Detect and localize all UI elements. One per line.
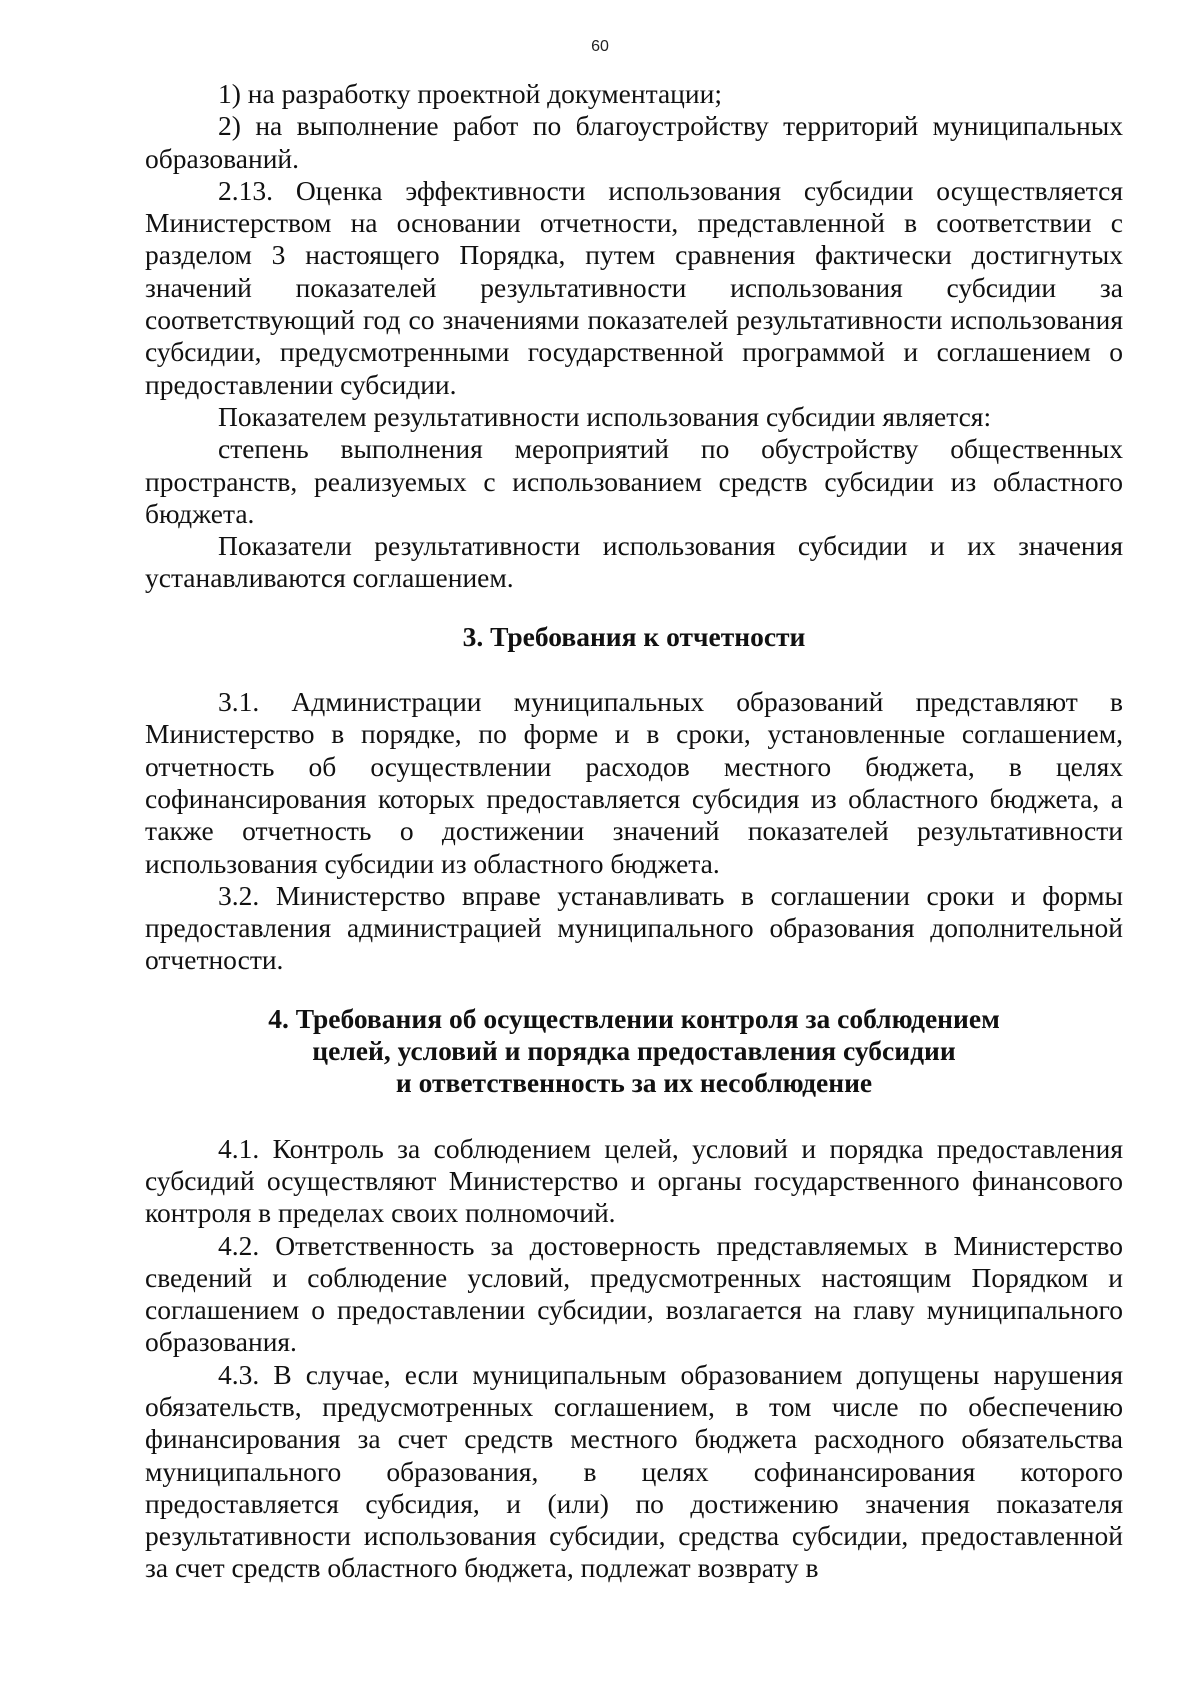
paragraph-3-1: 3.1. Администрации муниципальных образований представляют в Министерство в порядке, по форме и в сроки, установленные соглашением, отчетность об осуществлении расходов местного бюджета, в целях софинансирования которых предоставляется субсидия из областного бюджета, а также отчетность о достижении значений показателей результативности использования субсидии из областного бюджета. (145, 686, 1123, 879)
paragraph-indicator-values: Показатели результативности использования субсидии и их значения устанавливаются соглашением. (145, 530, 1123, 594)
section-4-heading-line: 4. Требования об осуществлении контроля за соблюдением (268, 1002, 1000, 1034)
list-item-design-docs: 1) на разработку проектной документации; (218, 78, 722, 109)
document-body (145, 78, 1123, 1585)
paragraph-4-2: 4.2. Ответственность за достоверность представляемых в Министерство сведений и соблюдение условий, предусмотренных настоящим Порядком и соглашением о предоставлении субсидии, возлагается на главу муниципального образования. (145, 1229, 1123, 1358)
section-3-heading: 3. Требования к отчетности (462, 620, 806, 652)
section-4-heading (145, 1003, 1123, 1100)
paragraph-4-1: 4.1. Контроль за соблюдением целей, условий и порядка предоставления субсидий осуществляют Министерство и органы государственного финансового контроля в пределах своих полномочий. (145, 1132, 1123, 1229)
paragraph-indicator-definition: степень выполнения мероприятий по обустройству общественных пространств, реализуемых с использованием средств субсидии из областного бюджета. (145, 433, 1123, 529)
list-item-improvement-works: 2) на выполнение работ по благоустройству территорий муниципальных образований. (145, 110, 1123, 174)
section-4-heading-line: целей, условий и порядка предоставления субсидии (312, 1035, 956, 1067)
paragraph-indicator-intro: Показателем результативности использования субсидии является: (218, 400, 992, 432)
paragraph-2-13: 2.13. Оценка эффективности использования субсидии осуществляется Министерством на основании отчетности, представленной в соответствии с разделом 3 настоящего Порядка, путем сравнения фактически достигнутых значений показателей результативности использования субсидии за соответствующий год со значениями показателей результативности использования субсидии, предусмотренными государственной программой и соглашением о предоставлении субсидии. (145, 174, 1123, 400)
section-4-heading-line: и ответственность за их несоблюдение (395, 1067, 873, 1099)
paragraph-3-2: 3.2. Министерство вправе устанавливать в соглашении сроки и формы предоставления администрацией муниципального образования дополнительной отчетности. (145, 879, 1123, 976)
paragraph-4-3: 4.3. В случае, если муниципальным образованием допущены нарушения обязательств, предусмотренных соглашением, в том числе по обеспечению финансирования за счет средств местного бюджета расходного обязательства муниципального образования, в целях софинансирования которого предоставляется субсидия, и (или) по достижению значения показателя результативности использования субсидии, средства субсидии, предоставленной за счет средств областного бюджета, подлежат возврату в (145, 1358, 1123, 1584)
page-number: 60 (591, 38, 609, 55)
